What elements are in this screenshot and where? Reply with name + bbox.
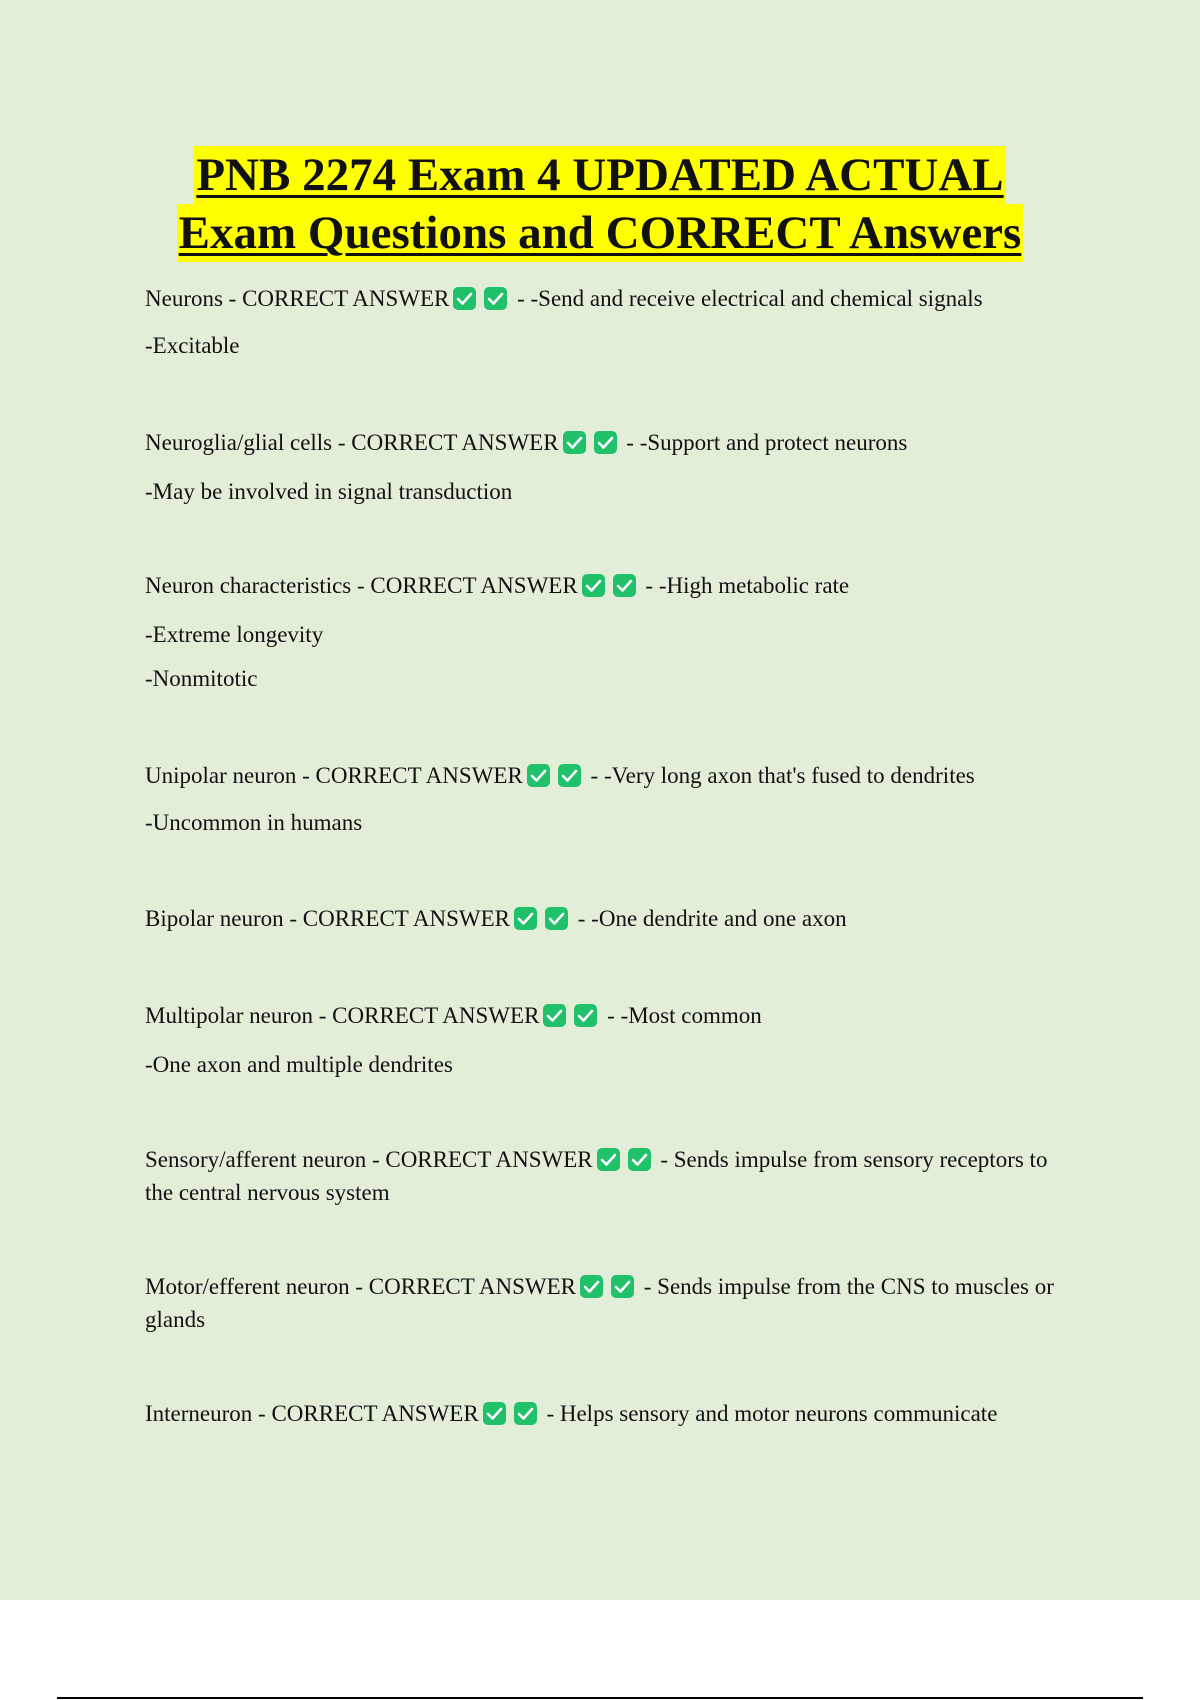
check-box-icon (597, 1148, 620, 1171)
entry-term: Sensory/afferent neuron - (145, 1147, 386, 1172)
entry-extra-line: -One axon and multiple dendrites (145, 1052, 453, 1077)
entry-line (145, 1143, 1080, 1209)
entry-term: Unipolar neuron - (145, 763, 316, 788)
check-box-icon (594, 431, 617, 454)
entry-extra-line: -Uncommon in humans (145, 810, 363, 835)
entry-answer: - -Most common (601, 1003, 762, 1028)
check-box-icon (563, 431, 586, 454)
entry-term: Motor/efferent neuron - (145, 1274, 369, 1299)
entry-answer: - -Send and receive electrical and chemical signals (511, 286, 983, 311)
title-line-2: Exam Questions and CORRECT Answers (177, 204, 1024, 262)
entry-line (145, 426, 1080, 459)
check-box-icon (582, 574, 605, 597)
check-box-icon (628, 1148, 651, 1171)
check-box-icon (527, 764, 550, 787)
answer-tag: CORRECT ANSWER (370, 573, 578, 598)
check-box-icon (580, 1275, 603, 1298)
check-box-icon (514, 907, 537, 930)
answer-tag: CORRECT ANSWER (271, 1401, 479, 1426)
check-box-icon (543, 1004, 566, 1027)
check-box-icon (484, 287, 507, 310)
document-title (0, 146, 1200, 262)
answer-tag: CORRECT ANSWER (332, 1003, 540, 1028)
entry-term: Neurons - (145, 286, 243, 311)
check-box-icon (483, 1402, 506, 1425)
entry-answer: - -Very long axon that's fused to dendrites (584, 763, 975, 788)
check-box-icon (545, 907, 568, 930)
footer-divider (57, 1697, 1143, 1699)
check-box-icon (558, 764, 581, 787)
entry-extra-line: -May be involved in signal transduction (145, 479, 513, 504)
title-line-1: PNB 2274 Exam 4 UPDATED ACTUAL (194, 146, 1005, 204)
entry-term: Neuroglia/glial cells - (145, 430, 352, 455)
entry-line (145, 282, 1080, 315)
entry-line (145, 569, 1080, 602)
entry-extra-line: -Nonmitotic (145, 666, 258, 691)
answer-tag: CORRECT ANSWER (368, 1274, 576, 1299)
entry-extra-line: -Extreme longevity (145, 622, 324, 647)
entry-answer: - -Support and protect neurons (620, 430, 908, 455)
qa-entry-neuron-characteristics (145, 569, 1080, 695)
check-box-icon (611, 1275, 634, 1298)
entry-line (145, 1397, 1080, 1430)
qa-entry-multipolar (145, 999, 1080, 1081)
entry-extra-line: -Excitable (145, 333, 240, 358)
check-box-icon (453, 287, 476, 310)
check-box-icon (574, 1004, 597, 1027)
entry-answer: - -One dendrite and one axon (572, 906, 847, 931)
check-box-icon (613, 574, 636, 597)
qa-entry-neurons (145, 282, 1080, 362)
entry-term: Multipolar neuron - (145, 1003, 333, 1028)
qa-entry-unipolar (145, 759, 1080, 839)
answer-tag: CORRECT ANSWER (351, 430, 559, 455)
entry-answer: - Sends impulse from the CNS to muscles or glands (145, 1274, 1054, 1332)
qa-entry-neuroglia (145, 426, 1080, 508)
entry-line (145, 1270, 1080, 1336)
answer-tag: CORRECT ANSWER (242, 286, 450, 311)
answer-tag: CORRECT ANSWER (385, 1147, 593, 1172)
entry-term: Interneuron - (145, 1401, 272, 1426)
entry-term: Bipolar neuron - (145, 906, 303, 931)
check-box-icon (514, 1402, 537, 1425)
qa-entry-interneuron (145, 1397, 1080, 1430)
qa-entry-motor (145, 1270, 1080, 1336)
answer-tag: CORRECT ANSWER (302, 906, 511, 931)
qa-entry-bipolar (145, 902, 1080, 935)
entry-line (145, 902, 1080, 935)
entry-answer: - Helps sensory and motor neurons communicate (540, 1401, 998, 1426)
entry-answer: - -High metabolic rate (639, 573, 850, 598)
qa-entry-sensory (145, 1143, 1080, 1209)
entry-line (145, 759, 1080, 792)
answer-tag: CORRECT ANSWER (315, 763, 523, 788)
entry-line (145, 999, 1080, 1032)
entry-term: Neuron characteristics - (145, 573, 371, 598)
entry-answer: - Sends impulse from sensory receptors to the central nervous system (145, 1147, 1048, 1205)
